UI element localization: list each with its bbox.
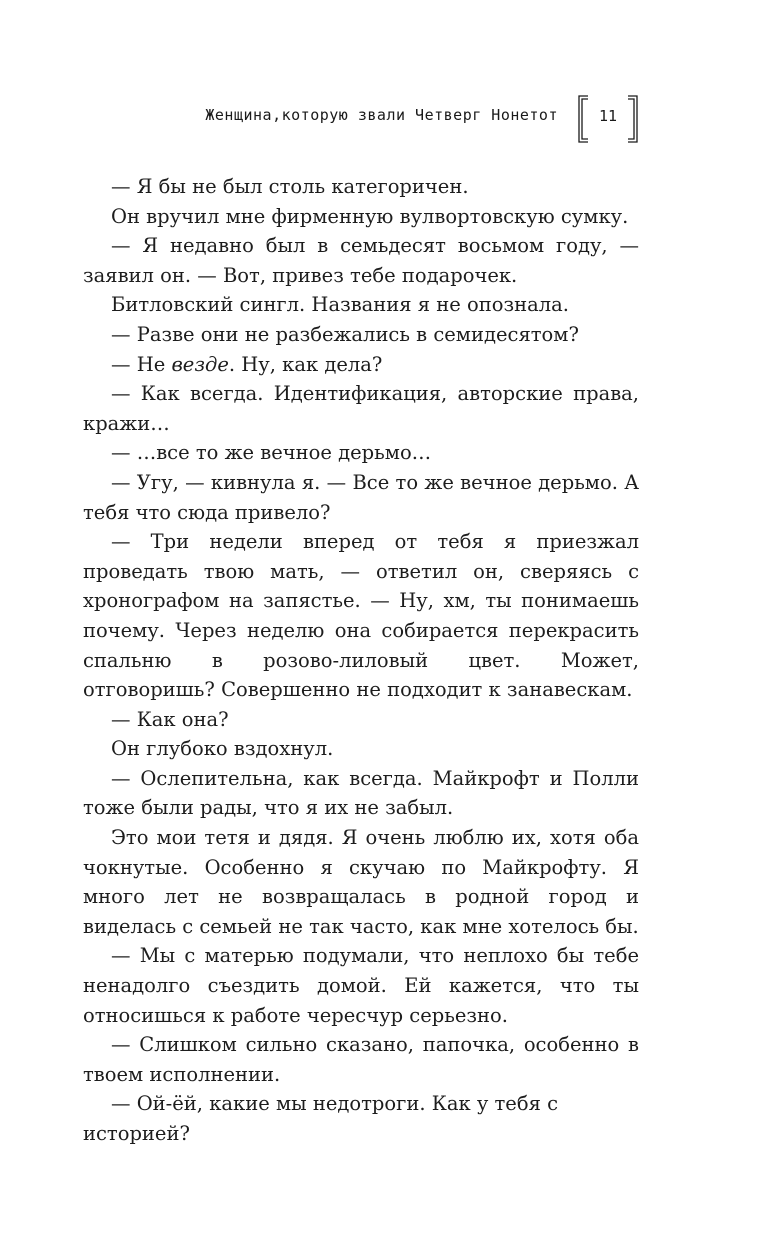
paragraph: — Как всегда. Идентификация, авторские права, кражи… — [83, 382, 639, 435]
paragraph: — …все то же вечное дерьмо… — [111, 441, 432, 465]
emphasis-text: везде — [171, 352, 229, 376]
running-header — [150, 94, 640, 144]
paragraph: Он вручил мне фирменную вулвортовскую сумку. — [111, 204, 629, 228]
paragraph: Это мои тетя и дядя. Я очень люблю их, хотя оба чокнутые. Особенно я скучаю по Майкрофту. Я много лет не возвращалась в родной город и виделась с семьей не так часто, как мне хотелось бы. — [83, 826, 639, 938]
paragraph — [83, 350, 639, 380]
paragraph: — Мы с матерью подумали, что неплохо бы тебе ненадолго съездить домой. Ей кажется, что ты относишься к работе чересчур серьезно. — [83, 944, 639, 1027]
paragraph: — Слишком сильно сказано, папочка, особенно в твоем исполнении. — [83, 1033, 639, 1086]
body-text — [83, 172, 639, 1149]
page-number-box — [576, 94, 640, 144]
paragraph: Битловский сингл. Названия я не опознала. — [111, 293, 569, 317]
running-title: Женщина,которую звали Четверг Нонетот — [205, 106, 558, 124]
paragraph-text: . Ну, как дела? — [228, 352, 383, 376]
paragraph-text: — Не — [111, 352, 172, 376]
paragraph: — Разве они не разбежались в семидесятом? — [111, 322, 579, 346]
paragraph: — Угу, — кивнула я. — Все то же вечное дерьмо. А тебя что сюда привело? — [83, 470, 639, 524]
paragraph: — Три недели вперед от тебя я приезжал проведать твою мать, — ответил он, сверяясь с хронографом на запястье. — Ну, хм, ты понимаешь почему. Через неделю она собирается перекрасить спальню в розово-лиловый цвет. Может, отговоришь? Совершенно не подходит к занавескам. — [83, 530, 639, 702]
paragraph: — Ой-ёй, какие мы недотроги. Как у тебя с историей? — [83, 1092, 558, 1145]
page-number: 11 — [598, 107, 618, 125]
paragraph: — Как она? — [111, 707, 229, 731]
paragraph: Он глубоко вздохнул. — [111, 737, 334, 761]
paragraph: — Я недавно был в семьдесят восьмом году, — заявил он. — Вот, привез тебе подарочек. — [83, 234, 639, 287]
paragraph: — Ослепительна, как всегда. Майкрофт и Полли тоже были рады, что я их не забыл. — [83, 766, 639, 820]
paragraph: — Я бы не был столь категоричен. — [111, 175, 469, 198]
